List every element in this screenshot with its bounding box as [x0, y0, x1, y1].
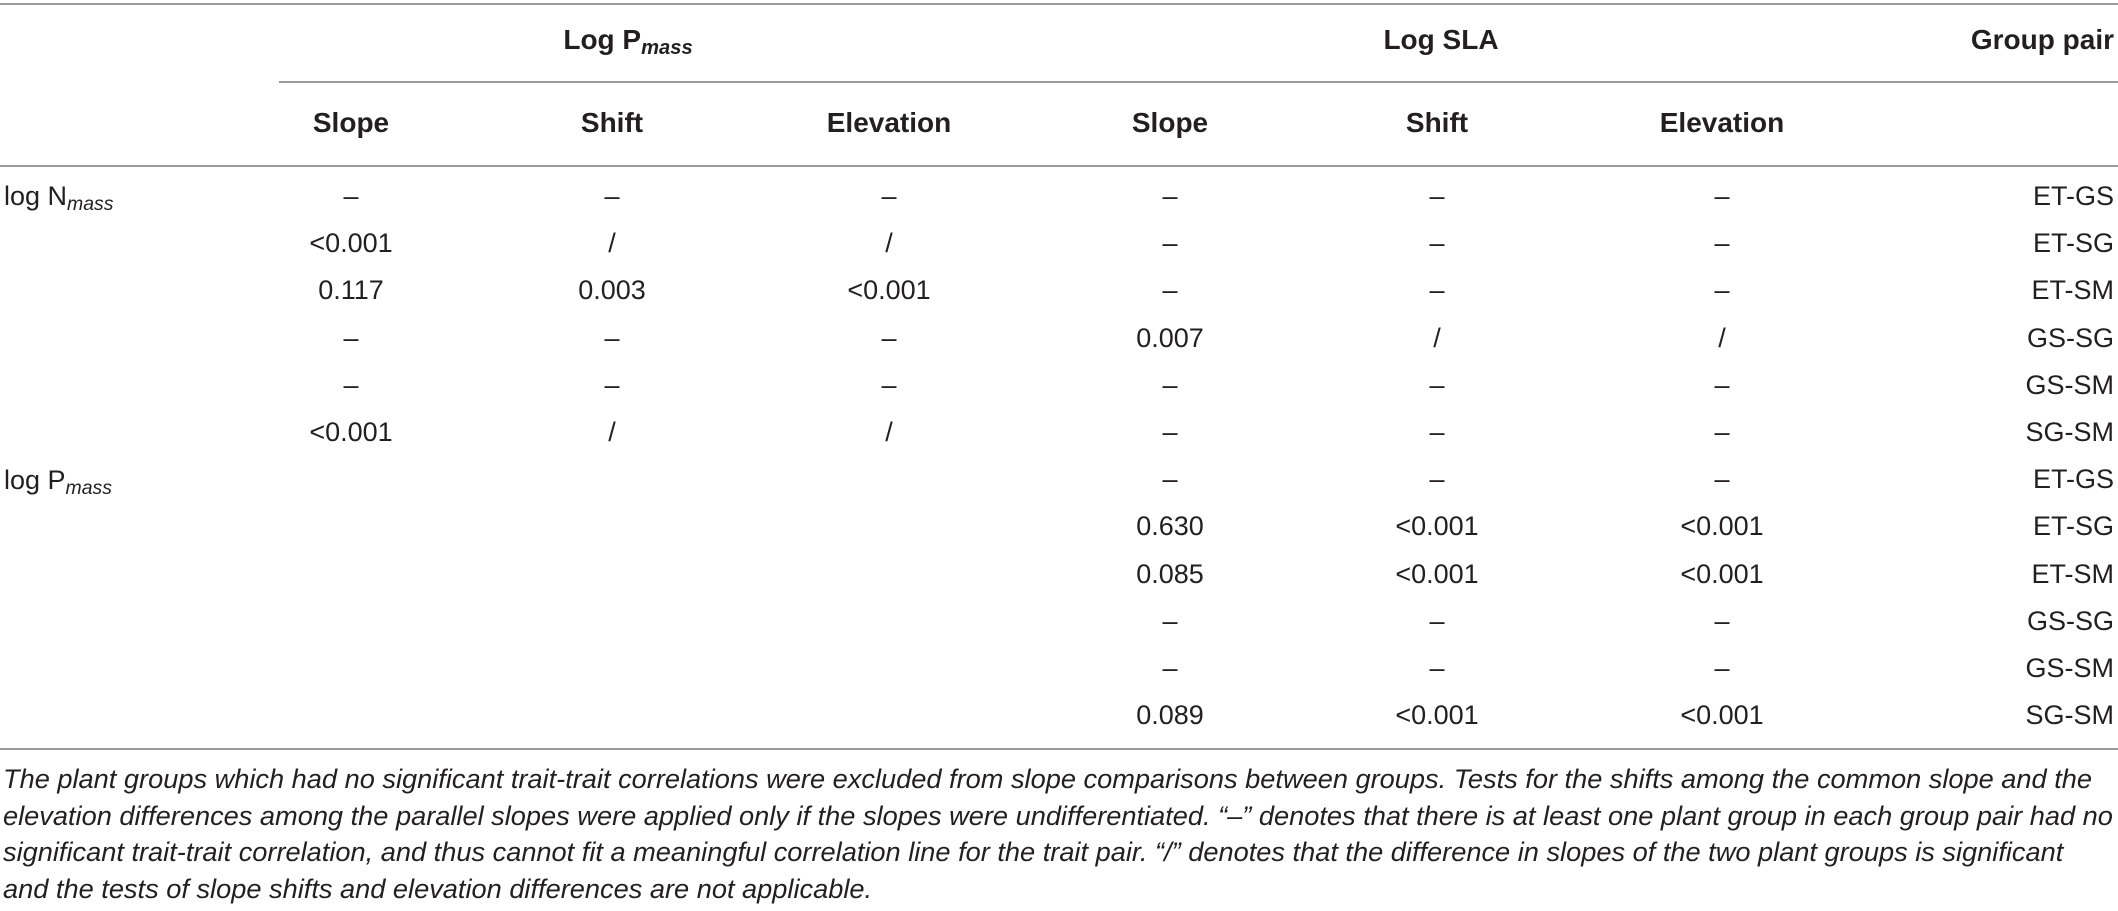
column-header-slope-1: Slope [312, 107, 390, 138]
group-pair-cell: ET-SG [2032, 511, 2114, 541]
table-cell: – [1162, 606, 1178, 636]
column-header-shift-2: Shift [1405, 107, 1469, 138]
group-pair-header: Group pair [1970, 24, 2114, 55]
table-cell: – [343, 181, 359, 211]
table-cell: – [1429, 653, 1445, 683]
table-cell: – [1429, 417, 1445, 447]
table-cell: – [343, 323, 359, 353]
table-cell: <0.001 [1395, 511, 1479, 541]
group-pair-cell: GS-SM [2025, 653, 2114, 683]
table-cell: 0.007 [1136, 323, 1204, 353]
table-cell: – [1429, 228, 1445, 258]
table-cell: – [1429, 370, 1445, 400]
group-pair-cell: ET-GS [2032, 464, 2114, 494]
group-header-rule [279, 81, 2118, 83]
table-cell: – [1714, 606, 1730, 636]
table-cell: <0.001 [1680, 559, 1764, 589]
table-cell: – [1714, 417, 1730, 447]
table-cell: – [1714, 275, 1730, 305]
group-header-log-sla: Log SLA [1383, 24, 1499, 55]
table-cell: – [1162, 181, 1178, 211]
table-cell: – [604, 181, 620, 211]
column-header-elevation-2: Elevation [1659, 107, 1785, 138]
table-cell: – [1162, 417, 1178, 447]
group-pair-cell: GS-SG [2026, 323, 2114, 353]
table-footnote: The plant groups which had no significant trait-trait correlations were excluded from slope comparisons between groups. Tests for the shifts among the common slope and the elevation differences among the parallel slopes were applied only if the slopes were undifferentiated. “–” denotes that there is at least one plant group in each group pair had no significant trait-trait correlation, and thus cannot fit a meaningful correlation line for the trait pair. “/” denotes that the difference in slopes of the two plant groups is significant and the tests of slope shifts and elevation differences are not applicable. [3, 763, 2113, 904]
table-cell: – [1714, 464, 1730, 494]
table-cell: – [1714, 181, 1730, 211]
table-cell: – [1714, 228, 1730, 258]
table-cell: / [608, 228, 616, 258]
table-cell: – [604, 370, 620, 400]
table-cell: – [1162, 275, 1178, 305]
table-cell: <0.001 [309, 228, 393, 258]
group-pair-cell: GS-SM [2025, 370, 2114, 400]
table-cell: <0.001 [1395, 559, 1479, 589]
group-pair-cell: ET-SG [2032, 228, 2114, 258]
table-cell: 0.117 [318, 275, 384, 305]
table-cell: – [1162, 653, 1178, 683]
table-cell: <0.001 [1680, 511, 1764, 541]
group-header-log-pmass: Log $P_{mass}$ [563, 24, 693, 60]
table-bottom-rule [0, 748, 2118, 750]
table-cell: – [1429, 464, 1445, 494]
table-cell: – [1714, 653, 1730, 683]
table-cell: – [1429, 606, 1445, 636]
table-cell: – [1429, 275, 1445, 305]
table-cell: 0.089 [1136, 700, 1204, 730]
group-pair-cell: ET-SM [2031, 559, 2114, 589]
table-cell: 0.003 [578, 275, 646, 305]
table-cell: – [604, 323, 620, 353]
table-cell: 0.085 [1136, 559, 1204, 589]
group-pair-cell: SG-SM [2025, 700, 2114, 730]
table-cell: 0.630 [1136, 511, 1204, 541]
table-cell: / [1718, 323, 1726, 353]
group-pair-cell: ET-SM [2031, 275, 2114, 305]
group-pair-cell: GS-SG [2026, 606, 2114, 636]
row-label-log-nmass: $\log N_{mass}$ [4, 181, 114, 215]
table-cell: – [881, 181, 897, 211]
table-cell: / [885, 417, 893, 447]
table-cell: – [1162, 464, 1178, 494]
table-cell: – [1162, 228, 1178, 258]
table-cell: – [881, 370, 897, 400]
table-cell: – [881, 323, 897, 353]
row-label-log-pmass: $\log P_{mass}$ [4, 465, 112, 499]
column-header-shift-1: Shift [580, 107, 644, 138]
table-cell: / [1433, 323, 1441, 353]
table-cell: / [885, 228, 893, 258]
table-cell: – [1429, 181, 1445, 211]
table-cell: – [343, 370, 359, 400]
table-cell: <0.001 [1680, 700, 1764, 730]
table-cell: / [608, 417, 616, 447]
table-cell: <0.001 [309, 417, 393, 447]
table-cell: – [1162, 370, 1178, 400]
group-pair-cell: SG-SM [2025, 417, 2114, 447]
table-top-rule [0, 3, 2118, 5]
group-pair-cell: ET-GS [2032, 181, 2114, 211]
column-header-elevation-1: Elevation [826, 107, 952, 138]
table-cell: <0.001 [1395, 700, 1479, 730]
table-cell: – [1714, 370, 1730, 400]
table-cell: <0.001 [847, 275, 931, 305]
column-header-slope-2: Slope [1131, 107, 1209, 138]
column-header-rule [0, 165, 2118, 167]
